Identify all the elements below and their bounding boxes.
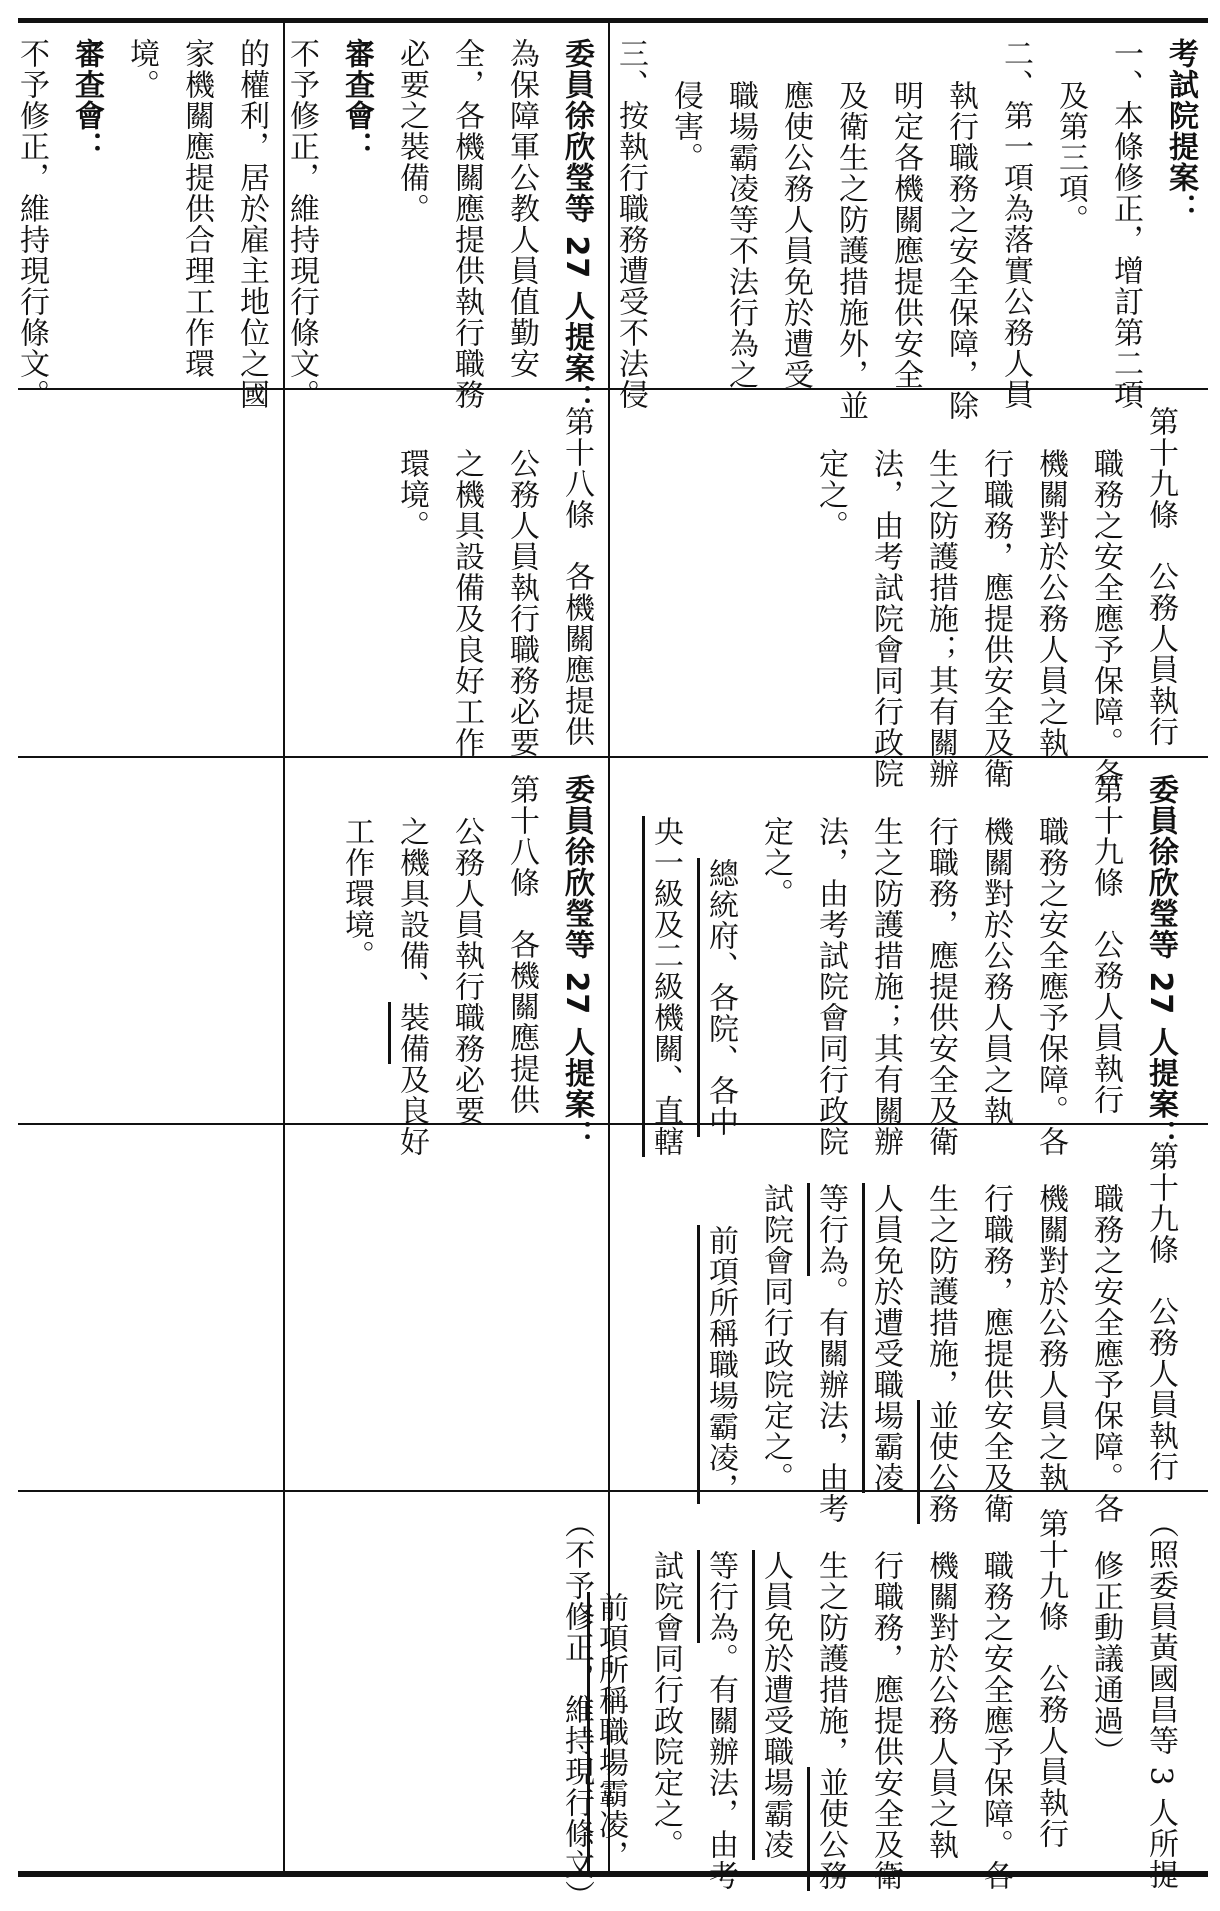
text-run: 環境。: [394, 448, 429, 541]
text-line: [693, 774, 748, 1137]
text-run: 執行職務之安全保障，除: [943, 80, 978, 421]
text-run: 等行為: [813, 1183, 848, 1276]
cell-row3-proposal: [638, 774, 1188, 1157]
text-line: [549, 406, 604, 746]
text-line: [1133, 774, 1188, 1151]
text-run: 人員免於遭受職場霸凌: [868, 1183, 903, 1493]
text-run: 試院會同行政院定之。: [648, 1550, 683, 1860]
text-line: [1133, 406, 1188, 746]
text-run: 三、按執行職務遭受不法侵: [613, 38, 648, 410]
text-run: 人員免於遭受職場霸凌: [758, 1550, 793, 1860]
text-run: 的權利，居於雇主地位之國: [234, 38, 269, 410]
text-line: [4, 38, 59, 410]
text-run: 及衛生之防護措施外，並: [833, 80, 868, 421]
text-line: [638, 774, 693, 1157]
text-run: 機關對於公務人員之執: [923, 1550, 958, 1860]
text-line: [1023, 1141, 1078, 1493]
text-line: [494, 406, 549, 758]
text-line: [968, 774, 1023, 1126]
text-line: [1023, 406, 1078, 758]
text-run: 職務之安全應予保障。各: [978, 1550, 1013, 1891]
text-run: 行職務，應提供安全及衛: [868, 1550, 903, 1891]
text-run: 前項所稱職場霸凌，: [703, 1225, 738, 1504]
text-line: [1043, 38, 1098, 378]
text-run: 之機具設備及良好工作: [449, 448, 484, 758]
text-line: [1133, 1508, 1188, 1891]
text-line: [713, 38, 768, 390]
cell-row3-current: [803, 406, 1188, 789]
text-run: 第十九條 公務人員執行: [1143, 1141, 1178, 1482]
text-line: [224, 38, 279, 410]
section-heading: 委員徐欣瑩等 27 人提案：: [559, 774, 594, 1151]
text-line: [329, 38, 384, 378]
text-run: 全，各機關應提供執行職務: [449, 38, 484, 410]
text-run: 之機具設備、: [394, 816, 429, 1002]
text-run: 二、第一項為落實公務人員: [998, 38, 1033, 410]
text-run: 第十九條 公務人員執行: [1088, 774, 1123, 1115]
text-line: [638, 1508, 693, 1863]
text-run: 職務之安全應予保障。各: [1088, 1183, 1123, 1524]
text-run: （照委員黃國昌等 3 人所提: [1143, 1508, 1178, 1891]
text-line: [803, 1141, 858, 1524]
cell-row2-explanation: [274, 38, 604, 415]
text-line: [1153, 38, 1208, 378]
text-line: [114, 38, 169, 378]
text-line: [1023, 1508, 1078, 1863]
text-run: 並使公務: [923, 1400, 958, 1524]
text-run: 侵害。: [668, 80, 703, 173]
text-run: 前項所稱職場霸凌，: [593, 1592, 628, 1871]
text-run: 法，由考試院會同行政院: [868, 448, 903, 789]
text-run: 工作環境。: [339, 816, 374, 971]
table-bottom-border: [18, 1871, 1208, 1877]
text-run: 總統府、各院、各中: [703, 858, 738, 1137]
text-run: 生之防護措施，: [923, 1183, 958, 1400]
text-run: 職務之安全應予保障。各: [1088, 448, 1123, 789]
text-line: [968, 1141, 1023, 1524]
text-run: 修正動議通過）: [1088, 1550, 1123, 1767]
text-line: [384, 38, 439, 378]
text-line: [439, 774, 494, 1126]
text-line: [439, 38, 494, 410]
text-run: 試院會同行政院定之。: [758, 1183, 793, 1493]
text-line: [748, 1141, 803, 1493]
text-line: [933, 38, 988, 421]
text-line: [858, 1141, 913, 1493]
text-line: [858, 774, 913, 1157]
text-run: 定之。: [758, 816, 793, 909]
section-heading: 委員徐欣瑩等 27 人提案：: [1143, 774, 1178, 1151]
text-run: 裝備: [394, 1002, 429, 1064]
text-run: 及良好: [394, 1064, 429, 1157]
text-run: 定之。: [813, 448, 848, 541]
text-run: 職場霸凌等不法行為之: [723, 80, 758, 390]
text-line: [1078, 1508, 1133, 1863]
cell-row3-committee: [583, 1508, 1188, 1891]
text-run: 職務之安全應予保障。各: [1033, 816, 1068, 1157]
cell-row3-explanation: [603, 38, 1208, 421]
text-line: [858, 1508, 913, 1891]
text-line: [803, 1508, 858, 1891]
text-run: 家機關應提供合理工作環: [179, 38, 214, 379]
text-line: [384, 774, 439, 1157]
cell-row3-exam: [693, 1141, 1188, 1524]
text-line: [913, 1508, 968, 1863]
text-line: [968, 406, 1023, 789]
text-line: [803, 774, 858, 1157]
text-line: [803, 406, 858, 746]
text-line: [439, 406, 494, 758]
text-line: [1023, 774, 1078, 1157]
table-top-border: [18, 18, 1208, 23]
text-line: [913, 406, 968, 789]
text-line: [274, 38, 329, 410]
text-run: 第十九條 公務人員執行: [1143, 406, 1178, 747]
text-line: [1078, 1141, 1133, 1524]
text-line: [968, 1508, 1023, 1891]
text-line: [169, 38, 224, 378]
text-run: 一、本條修正，增訂第二項: [1108, 38, 1143, 410]
text-line: [384, 406, 439, 746]
text-line: [1078, 406, 1133, 789]
text-run: 公務人員執行職務必要: [504, 448, 539, 758]
text-run: 應使公務人員免於遭受: [778, 80, 813, 390]
text-line: [988, 38, 1043, 410]
text-run: 第十八條 各機關應提供: [559, 406, 594, 747]
text-run: 。有關辦法，由考: [703, 1643, 738, 1891]
text-line: [1098, 38, 1153, 410]
text-run: 央一級及二級機關、直轄: [648, 816, 683, 1157]
text-run: 。有關辦法，由考: [813, 1276, 848, 1524]
text-run: 機關對於公務人員之執: [1033, 1183, 1068, 1493]
text-line: [878, 38, 933, 390]
text-run: 不予修正，維持現行條文。: [14, 38, 49, 410]
text-line: [549, 774, 604, 1151]
text-line: [59, 38, 114, 378]
text-run: 法，由考試院會同行政院: [813, 816, 848, 1157]
text-run: 機關對於公務人員之執: [978, 816, 1013, 1126]
text-run: 等行為: [703, 1550, 738, 1643]
text-run: 第十八條 各機關應提供: [504, 774, 539, 1115]
text-line: [494, 38, 549, 378]
text-run: 行職務，應提供安全及衛: [978, 1183, 1013, 1524]
text-run: 機關對於公務人員之執: [1033, 448, 1068, 758]
text-run: 必要之裝備。: [394, 38, 429, 224]
text-line: [693, 1141, 748, 1504]
text-run: 生之防護措施，: [813, 1550, 848, 1767]
text-line: [768, 38, 823, 390]
text-run: 境。: [124, 38, 159, 100]
text-line: [1078, 774, 1133, 1114]
cell-row1-explanation: [4, 38, 279, 410]
text-line: [603, 38, 658, 410]
text-run: 行職務，應提供安全及衛: [923, 816, 958, 1157]
text-run: 明定各機關應提供安全: [888, 80, 923, 390]
text-run: 並使公務: [813, 1767, 848, 1891]
text-line: [583, 1508, 638, 1871]
text-run: 生之防護措施；其有關辦: [923, 448, 958, 789]
text-line: [913, 774, 968, 1157]
text-line: [913, 1141, 968, 1524]
comparison-table: [14, 18, 1208, 1911]
cell-row2-proposal: [329, 774, 604, 1157]
text-line: [549, 38, 604, 415]
section-heading: 審查會：: [69, 38, 104, 162]
text-run: 不予修正，維持現行條文。: [284, 38, 319, 410]
text-run: （不予修正，維持現行條文）: [559, 1508, 594, 1911]
text-run: 第十九條 公務人員執行: [1033, 1508, 1068, 1849]
cell-row2-current: [384, 406, 604, 758]
text-line: [858, 406, 913, 789]
text-run: 行職務，應提供安全及衛: [978, 448, 1013, 789]
section-heading: 委員徐欣瑩等 27 人提案：: [559, 38, 594, 415]
text-run: 為保障軍公教人員值勤安: [504, 38, 539, 379]
text-line: [748, 1508, 803, 1863]
text-run: 及第三項。: [1053, 80, 1088, 235]
text-line: [494, 774, 549, 1114]
section-heading: 考試院提案：: [1163, 38, 1198, 224]
text-run: 生之防護措施；其有關辦: [868, 816, 903, 1157]
section-heading: 審查會：: [339, 38, 374, 162]
text-line: [329, 774, 384, 1114]
text-run: 公務人員執行職務必要: [449, 816, 484, 1126]
text-line: [1133, 1141, 1188, 1481]
text-line: [823, 38, 878, 421]
text-line: [658, 38, 713, 378]
text-line: [748, 774, 803, 1114]
text-line: [693, 1508, 748, 1891]
